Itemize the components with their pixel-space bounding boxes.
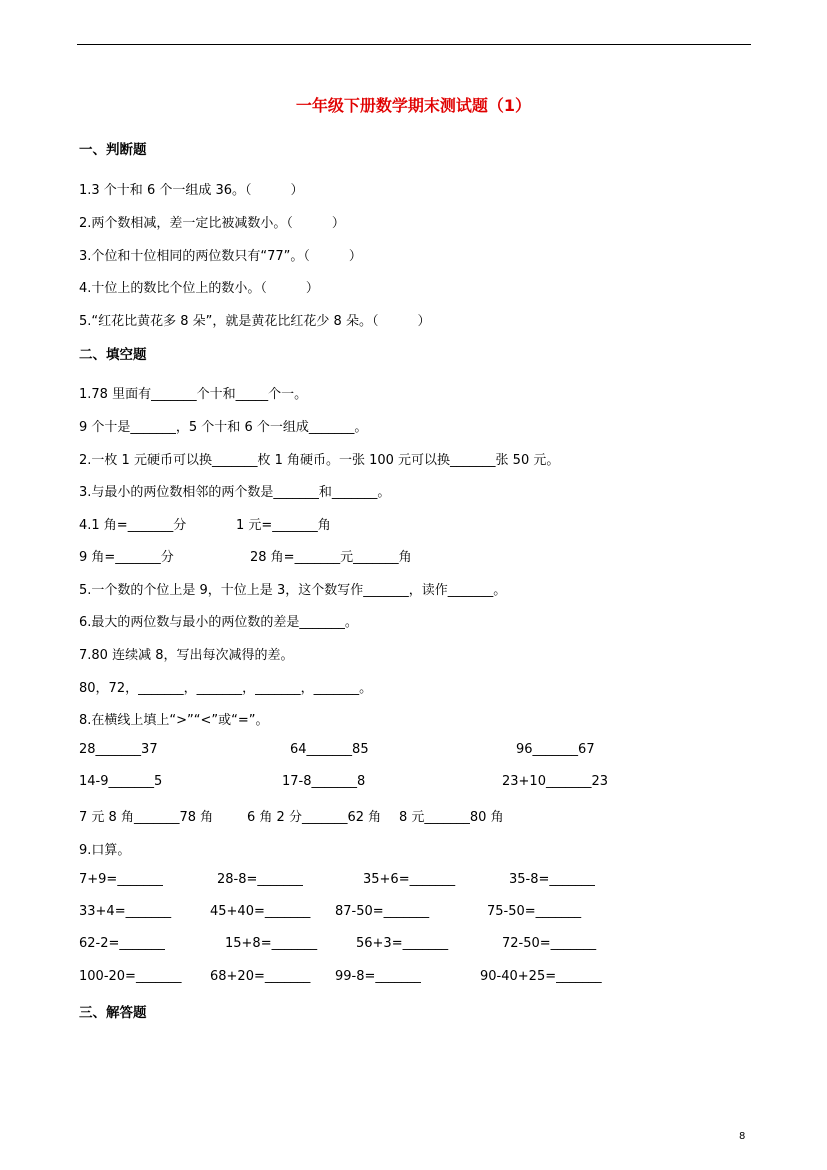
judge-item-2: 2.两个数相减，差一定比被减数小。（ ） [79,216,345,231]
oral-calc-label: 9.口算。 [79,843,131,858]
oral-item: 90-40+25=_______ [480,969,602,984]
fill-line-6: 6.最大的两位数与最小的两位数的差是_______。 [79,615,358,630]
section-heading-fill-blank: 二、填空题 [79,347,147,363]
compare-item: 8 元_______80 角 [399,810,504,825]
compare-item: 17-8_______8 [282,774,366,789]
oral-item: 62-2=_______ [79,936,165,951]
oral-item: 35-8=_______ [509,872,595,887]
compare-item: 64_______85 [290,742,369,757]
fill-q4-d: 28 角=_______元_______角 [250,550,412,565]
fill-line-7: 7.80 连续减 8，写出每次减得的差。 [79,648,294,663]
section-heading-word-problems: 三、解答题 [79,1005,147,1021]
header-rule [77,44,751,45]
fill-line-5: 5.一个数的个位上是 9，十位上是 3，这个数写作_______，读作_______。 [79,583,507,598]
judge-item-1: 1.3 个十和 6 个一组成 36。（ ） [79,183,304,198]
compare-item: 7 元 8 角_______78 角 [79,810,214,825]
oral-item: 33+4=_______ [79,904,172,919]
fill-line-3: 2.一枚 1 元硬币可以换_______枚 1 角硬币。一张 100 元可以换_______张 50 元。 [79,453,560,468]
oral-item: 15+8=_______ [225,936,318,951]
section-heading-true-false: 一、判断题 [79,142,147,158]
oral-item: 35+6=_______ [363,872,456,887]
judge-item-3: 3.个位和十位相同的两位数只有“77”。（ ） [79,249,362,264]
page-title: 一年级下册数学期末测试题（1） [295,96,532,115]
fill-line-4: 3.与最小的两位数相邻的两个数是_______和_______。 [79,485,391,500]
oral-item: 28-8=_______ [217,872,303,887]
judge-item-5: 5.“红花比黄花多 8 朵”，就是黄花比红花少 8 朵。（ ） [79,314,431,329]
oral-item: 75-50=_______ [487,904,582,919]
fill-q4-a: 4.1 角=_______分 [79,518,187,533]
fill-line-2: 9 个十是_______，5 个十和 6 个一组成_______。 [79,420,368,435]
compare-item: 28_______37 [79,742,158,757]
oral-item: 68+20=_______ [210,969,311,984]
fill-line-8: 8.在横线上填上“>”“<”或“=”。 [79,713,269,728]
oral-item: 99-8=_______ [335,969,421,984]
oral-item: 87-50=_______ [335,904,430,919]
oral-item: 72-50=_______ [502,936,597,951]
compare-item: 23+10_______23 [502,774,609,789]
fill-line-1: 1.78 里面有_______个十和_____个一。 [79,387,308,402]
fill-q4-c: 9 角=_______分 [79,550,174,565]
judge-item-4: 4.十位上的数比个位上的数小。（ ） [79,281,319,296]
compare-item: 96_______67 [516,742,595,757]
oral-item: 45+40=_______ [210,904,311,919]
compare-item: 6 角 2 分_______62 角 [247,810,382,825]
page-number: 8 [739,1131,746,1142]
fill-line-7-answers: 80，72，_______，_______，_______，_______。 [79,681,373,696]
oral-item: 56+3=_______ [356,936,449,951]
compare-item: 14-9_______5 [79,774,163,789]
oral-item: 7+9=_______ [79,872,163,887]
oral-item: 100-20=_______ [79,969,182,984]
fill-q4-b: 1 元=_______角 [236,518,331,533]
